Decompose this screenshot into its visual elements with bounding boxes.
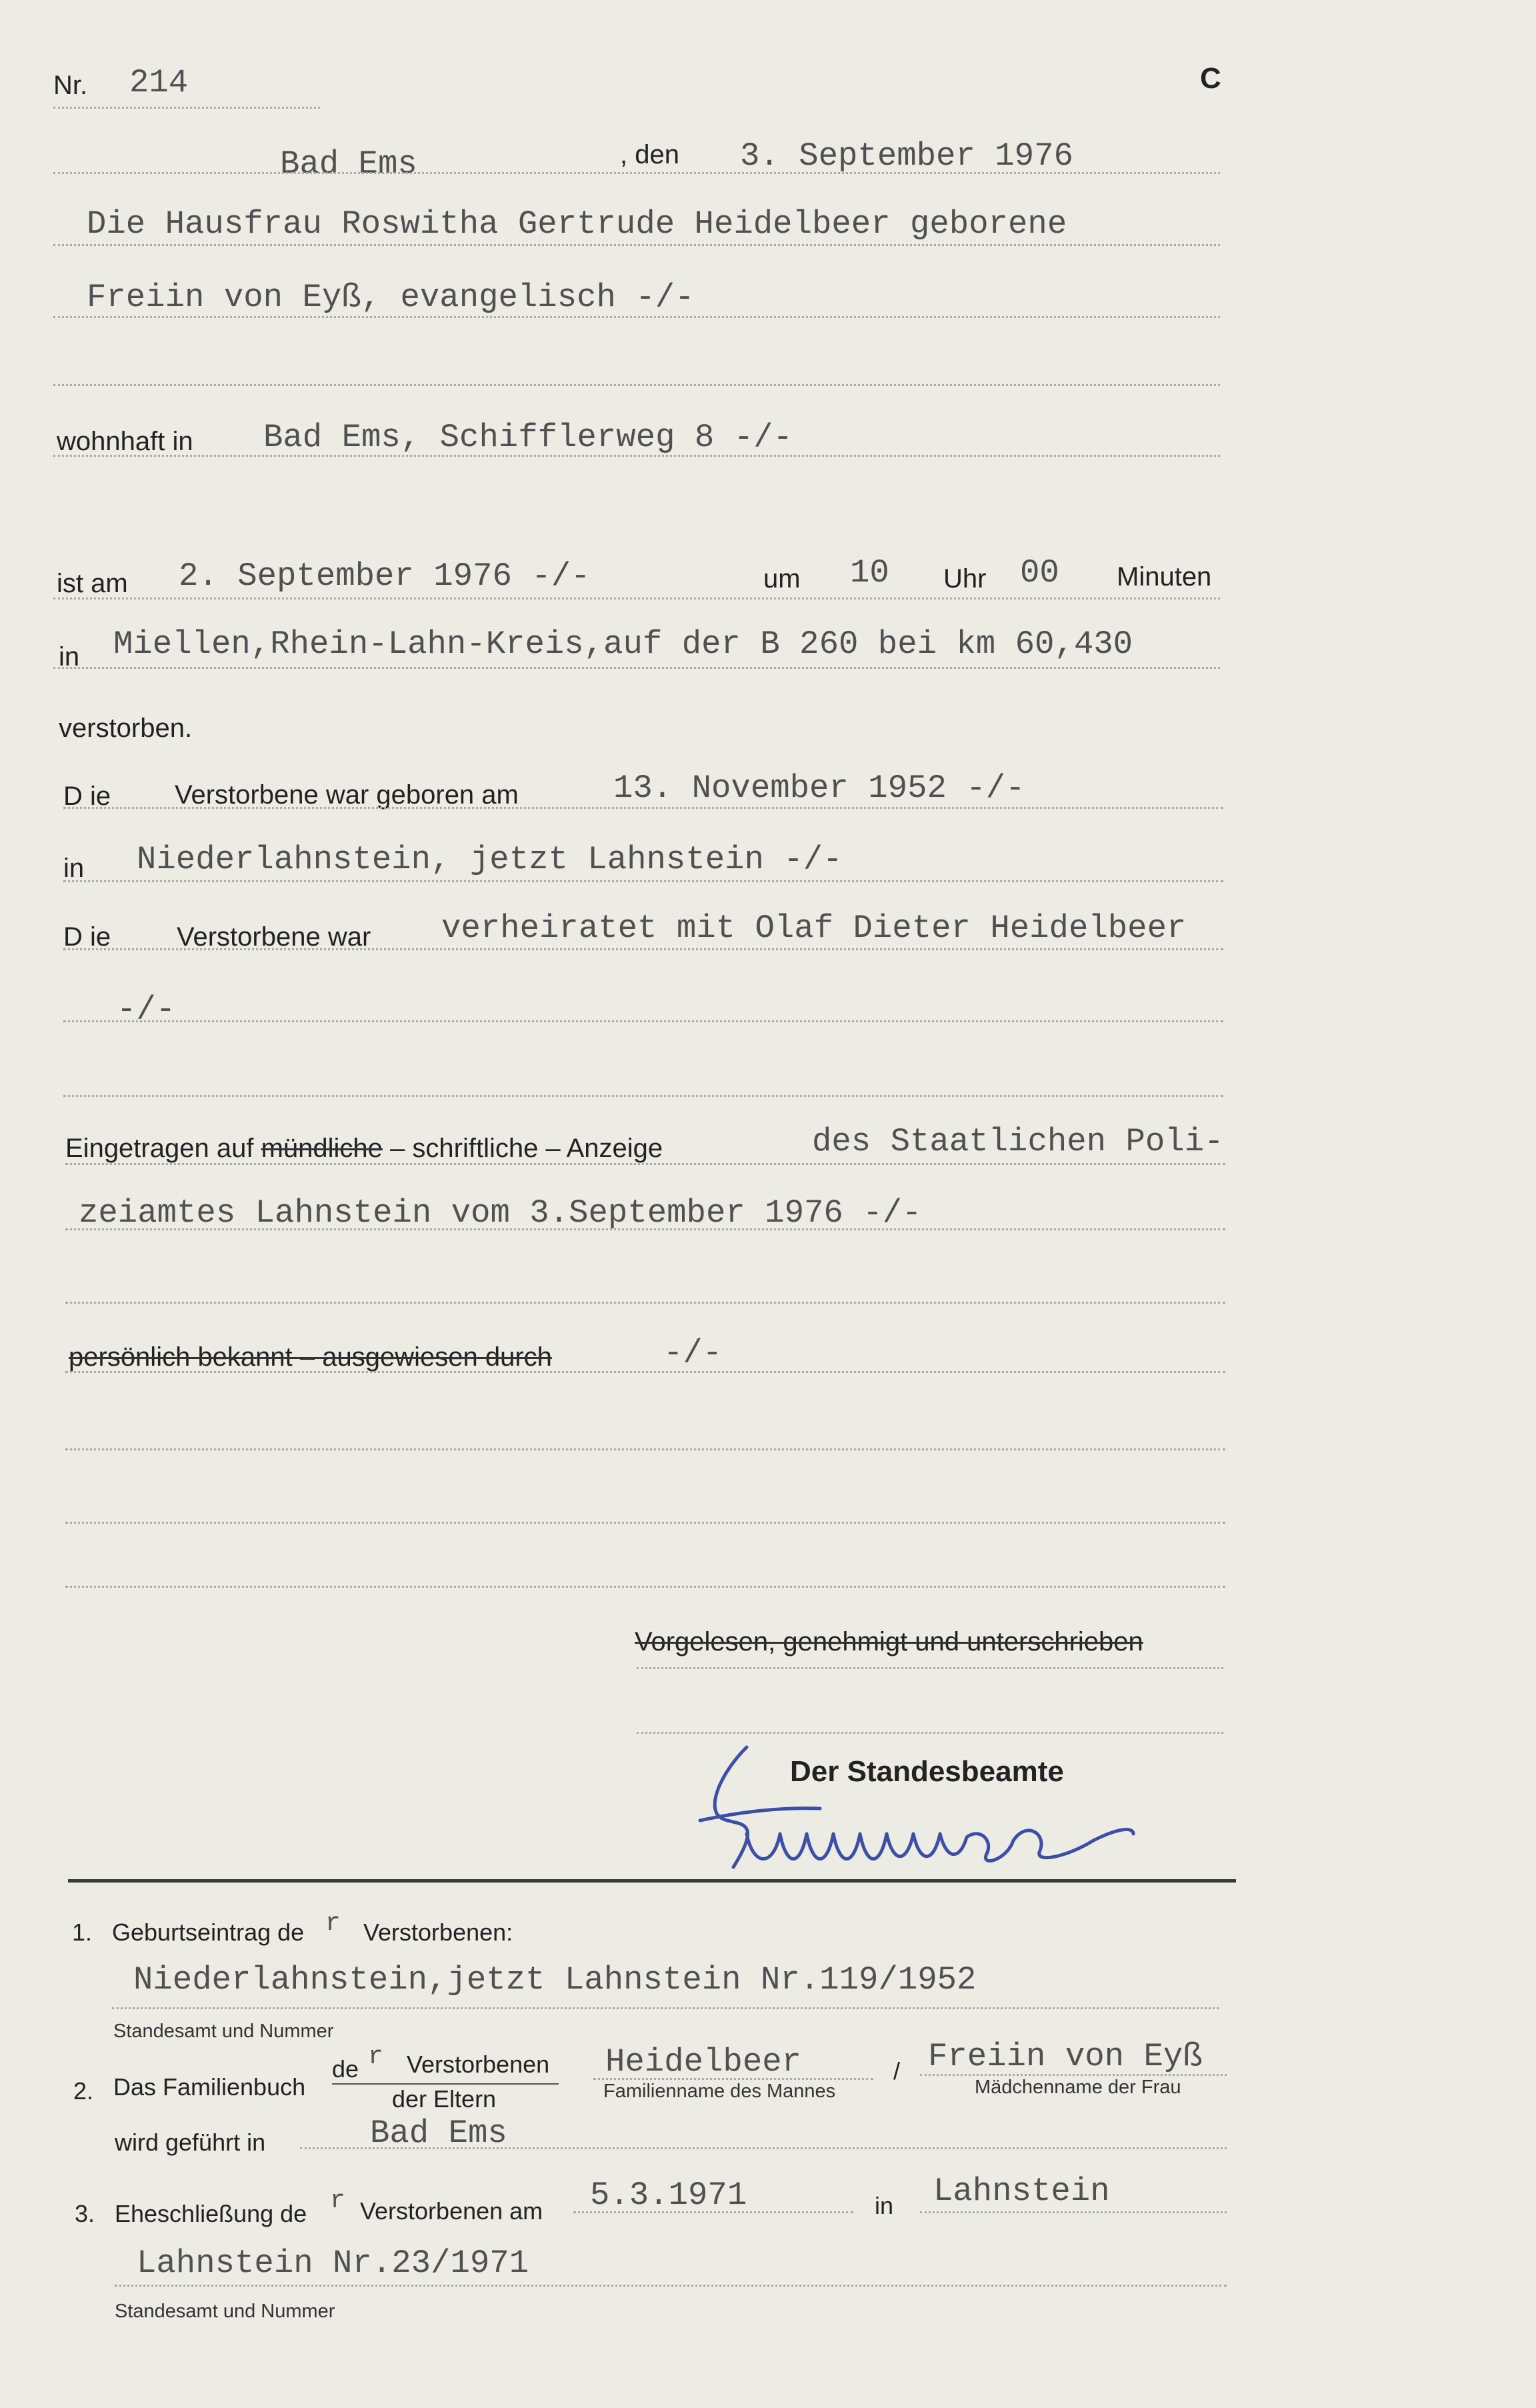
read-approved-signed-struck: Vorgelesen, genehmigt und unterschrieben: [635, 1627, 1143, 1656]
death-hour: 10: [850, 554, 889, 591]
dotted-rule: [53, 667, 1220, 669]
death-date-label: ist am: [57, 569, 128, 598]
registry-place: Bad Ems: [280, 145, 417, 183]
dotted-rule: [65, 1228, 1225, 1230]
dotted-rule: [65, 1522, 1225, 1524]
nr-label: Nr.: [53, 71, 88, 100]
deceased-line-1: Die Hausfrau Roswitha Gertrude Heidelbeer geborene: [87, 205, 1067, 243]
note-2-number: 2.: [73, 2077, 94, 2105]
note-1-label-after: Verstorbenen:: [363, 1919, 513, 1946]
marriage-registry-caption: Standesamt und Nummer: [115, 2301, 335, 2322]
dotted-rule: [920, 2074, 1227, 2076]
birth-entry-value: Niederlahnstein,jetzt Lahnstein Nr.119/1952: [133, 1961, 977, 1999]
dotted-rule: [53, 597, 1220, 599]
name-separator: /: [893, 2057, 901, 2085]
family-book-eltern: der Eltern: [392, 2085, 497, 2113]
dotted-rule: [63, 807, 1223, 809]
birth-label: Verstorbene war geboren am: [175, 780, 519, 810]
dotted-rule: [300, 2147, 1227, 2149]
marriage-place: Lahnstein: [933, 2173, 1110, 2210]
residence-label: wohnhaft in: [57, 427, 193, 456]
note-1-label: Geburtseintrag de: [112, 1919, 305, 1946]
deceased-line-2: Freiin von Eyß, evangelisch -/-: [87, 279, 695, 316]
dotted-rule: [53, 384, 1220, 386]
minuten-label: Minuten: [1117, 562, 1212, 591]
dotted-rule: [65, 1163, 1225, 1165]
uhr-label: Uhr: [943, 564, 987, 593]
dotted-rule: [53, 107, 320, 109]
marital-continuation: -/-: [117, 991, 176, 1028]
dotted-rule: [593, 2078, 873, 2080]
registry-date: 3. September 1976: [740, 137, 1073, 175]
kept-in-label: wird geführt in: [115, 2129, 266, 2156]
note-1-number: 1.: [72, 1919, 93, 1946]
dotted-rule: [573, 2211, 853, 2213]
husband-surname: Heidelbeer: [605, 2043, 802, 2081]
kept-in-value: Bad Ems: [370, 2115, 507, 2152]
dotted-rule: [920, 2211, 1227, 2213]
birth-place: Niederlahnstein, jetzt Lahnstein -/-: [137, 841, 843, 878]
birth-entry-caption: Standesamt und Nummer: [113, 2021, 334, 2042]
die-label: D ie: [63, 782, 111, 811]
struck-oral-option: mündliche: [261, 1134, 383, 1163]
marriage-label: Eheschließung de: [115, 2200, 307, 2227]
husband-surname-caption: Familienname des Mannes: [603, 2081, 836, 2102]
dotted-rule: [53, 244, 1220, 246]
um-label: um: [763, 564, 801, 593]
marriage-date: 5.3.1971: [590, 2177, 747, 2214]
dotted-rule: [65, 1302, 1225, 1304]
fraction-rule: [332, 2083, 559, 2085]
dotted-rule: [65, 1371, 1225, 1373]
family-book-verstorbenen: Verstorbenen: [407, 2051, 550, 2078]
note-3-number: 3.: [75, 2200, 95, 2227]
dotted-rule: [53, 172, 1220, 174]
registrar-signature: [693, 1734, 1160, 1881]
marital-value: verheiratet mit Olaf Dieter Heidelbeer: [441, 910, 1187, 947]
marriage-registry-value: Lahnstein Nr.23/1971: [137, 2245, 529, 2282]
dotted-rule: [65, 1586, 1225, 1588]
verstorben-label: verstorben.: [59, 714, 193, 743]
dotted-rule: [112, 2007, 1219, 2009]
death-place-label: in: [59, 642, 80, 672]
death-date: 2. September 1976 -/-: [179, 557, 591, 595]
entry-number: 214: [129, 64, 189, 101]
section-divider: [68, 1879, 1236, 1883]
dotted-rule: [63, 1020, 1223, 1022]
note-1-suffix: r: [325, 1909, 341, 1938]
family-book-suffix: r: [368, 2043, 383, 2071]
death-place: Miellen,Rhein-Lahn-Kreis,auf der B 260 bei km 60,430: [113, 626, 1133, 663]
identification-struck: persönlich bekannt – ausgewiesen durch: [69, 1342, 552, 1372]
dotted-rule: [637, 1667, 1223, 1669]
marriage-label-after: Verstorbenen am: [360, 2197, 543, 2225]
marriage-suffix: r: [330, 2187, 345, 2215]
registration-value-1: des Staatlichen Poli-: [812, 1123, 1224, 1160]
family-book-de: de: [332, 2055, 359, 2083]
wife-maiden-caption: Mädchenname der Frau: [975, 2077, 1181, 2098]
dotted-rule: [65, 1448, 1225, 1450]
registration-label: Eingetragen auf mündliche – schriftliche – Anzeige: [65, 1134, 663, 1163]
birth-date: 13. November 1952 -/-: [613, 770, 1025, 807]
marital-label: Verstorbene war: [177, 922, 371, 952]
registration-value-2: zeiamtes Lahnstein vom 3.September 1976 -/-: [79, 1194, 922, 1232]
die-label-2: D ie: [63, 922, 111, 952]
dotted-rule: [63, 948, 1223, 950]
identification-value: -/-: [663, 1334, 723, 1372]
marriage-in-label: in: [875, 2192, 894, 2219]
dotted-rule: [53, 455, 1220, 457]
birth-place-label: in: [63, 854, 85, 883]
dotted-rule: [53, 316, 1220, 318]
dotted-rule: [115, 2285, 1227, 2287]
death-minutes: 00: [1020, 554, 1059, 591]
dotted-rule: [63, 1095, 1223, 1097]
residence-value: Bad Ems, Schifflerweg 8 -/-: [263, 419, 793, 456]
wife-maiden-name: Freiin von Eyß: [928, 2038, 1203, 2075]
den-label: , den: [620, 140, 679, 169]
dotted-rule: [63, 880, 1223, 882]
register-letter: C: [1200, 62, 1221, 95]
registrar-title: Der Standesbeamte: [790, 1755, 1064, 1788]
family-book-label: Das Familienbuch: [113, 2073, 306, 2101]
